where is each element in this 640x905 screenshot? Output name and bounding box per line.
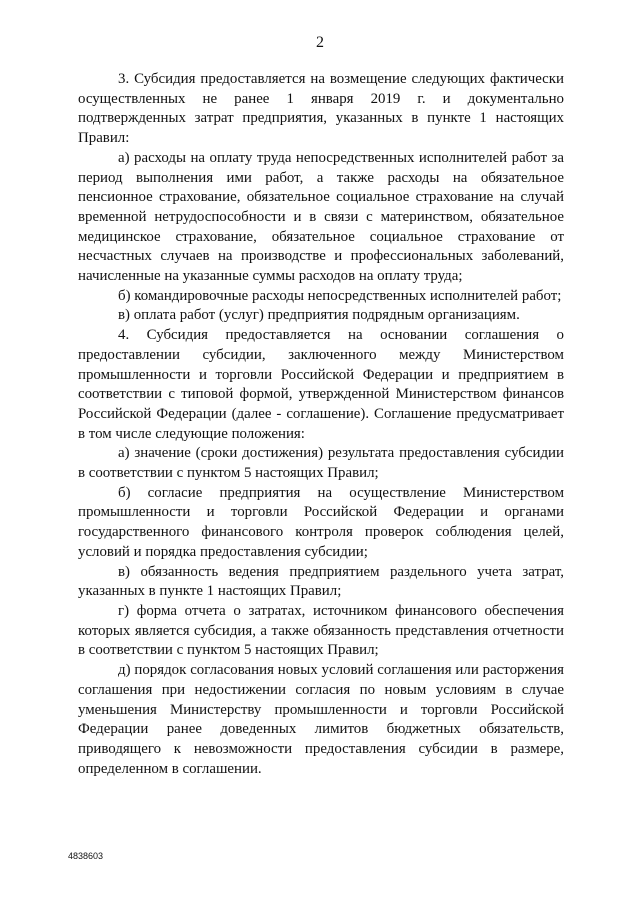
paragraph-4d: г) форма отчета о затратах, источником финансового обеспечения которых является субсидия, а также обязанность представления отчетности в соответствии с пунктом 5 настоящих Правил; <box>78 602 564 659</box>
document-body <box>78 70 564 779</box>
paragraph-4e: д) порядок согласования новых условий соглашения или расторжения соглашения при недостижении согласия по новым условиям в случае уменьшения Министерству промышленности и торговли Российской Федерации ранее доведенных лимитов бюджетных обязательств, приводящего к невозможности предоставления субсидии в размере, определенном в соглашении. <box>78 662 564 777</box>
paragraph-4b: б) согласие предприятия на осуществление Министерством промышленности и торговли Российской Федерации и органами государственного финансового контроля проверок соблюдения целей, условий и порядка предоставления субсидии; <box>78 484 564 560</box>
page-number: 2 <box>316 34 324 51</box>
paragraph-4c: в) обязанность ведения предприятием раздельного учета затрат, указанных в пункте 1 настоящих Правил; <box>78 563 564 600</box>
paragraph-3a: а) расходы на оплату труда непосредственных исполнителей работ за период выполнения ими работ, а также расходы на обязательное пенсионное страхование, обязательное социальное страхование на случай временной нетрудоспособности и в связи с материнством, обязательное медицинское страхование, обязательное социальное страхование от несчастных случаев на производстве и профессиональных заболеваний, начисленные на указанные суммы расходов на оплату труда; <box>78 149 564 285</box>
paragraph-3b: б) командировочные расходы непосредственных исполнителей работ; <box>118 287 562 304</box>
paragraph-4a: а) значение (сроки достижения) результата предоставления субсидии в соответствии с пунктом 5 настоящих Правил; <box>78 445 564 482</box>
paragraph-3: 3. Субсидия предоставляется на возмещение следующих фактически осуществленных не ранее 1 января 2019 г. и документально подтвержденных затрат предприятия, указанных в пункте 1 настоящих Правил: <box>78 71 564 147</box>
paragraph-4: 4. Субсидия предоставляется на основании соглашения о предоставлении субсидии, заключенного между Министерством промышленности и торговли Российской Федерации и предприятием в соответствии с типовой формой, утвержденной Министерством финансов Российской Федерации (далее - соглашение). Соглашение предусматривает в том числе следующие положения: <box>78 327 564 442</box>
paragraph-3c: в) оплата работ (услуг) предприятия подрядным организациям. <box>118 307 520 324</box>
document-code: 4838603 <box>68 851 104 861</box>
